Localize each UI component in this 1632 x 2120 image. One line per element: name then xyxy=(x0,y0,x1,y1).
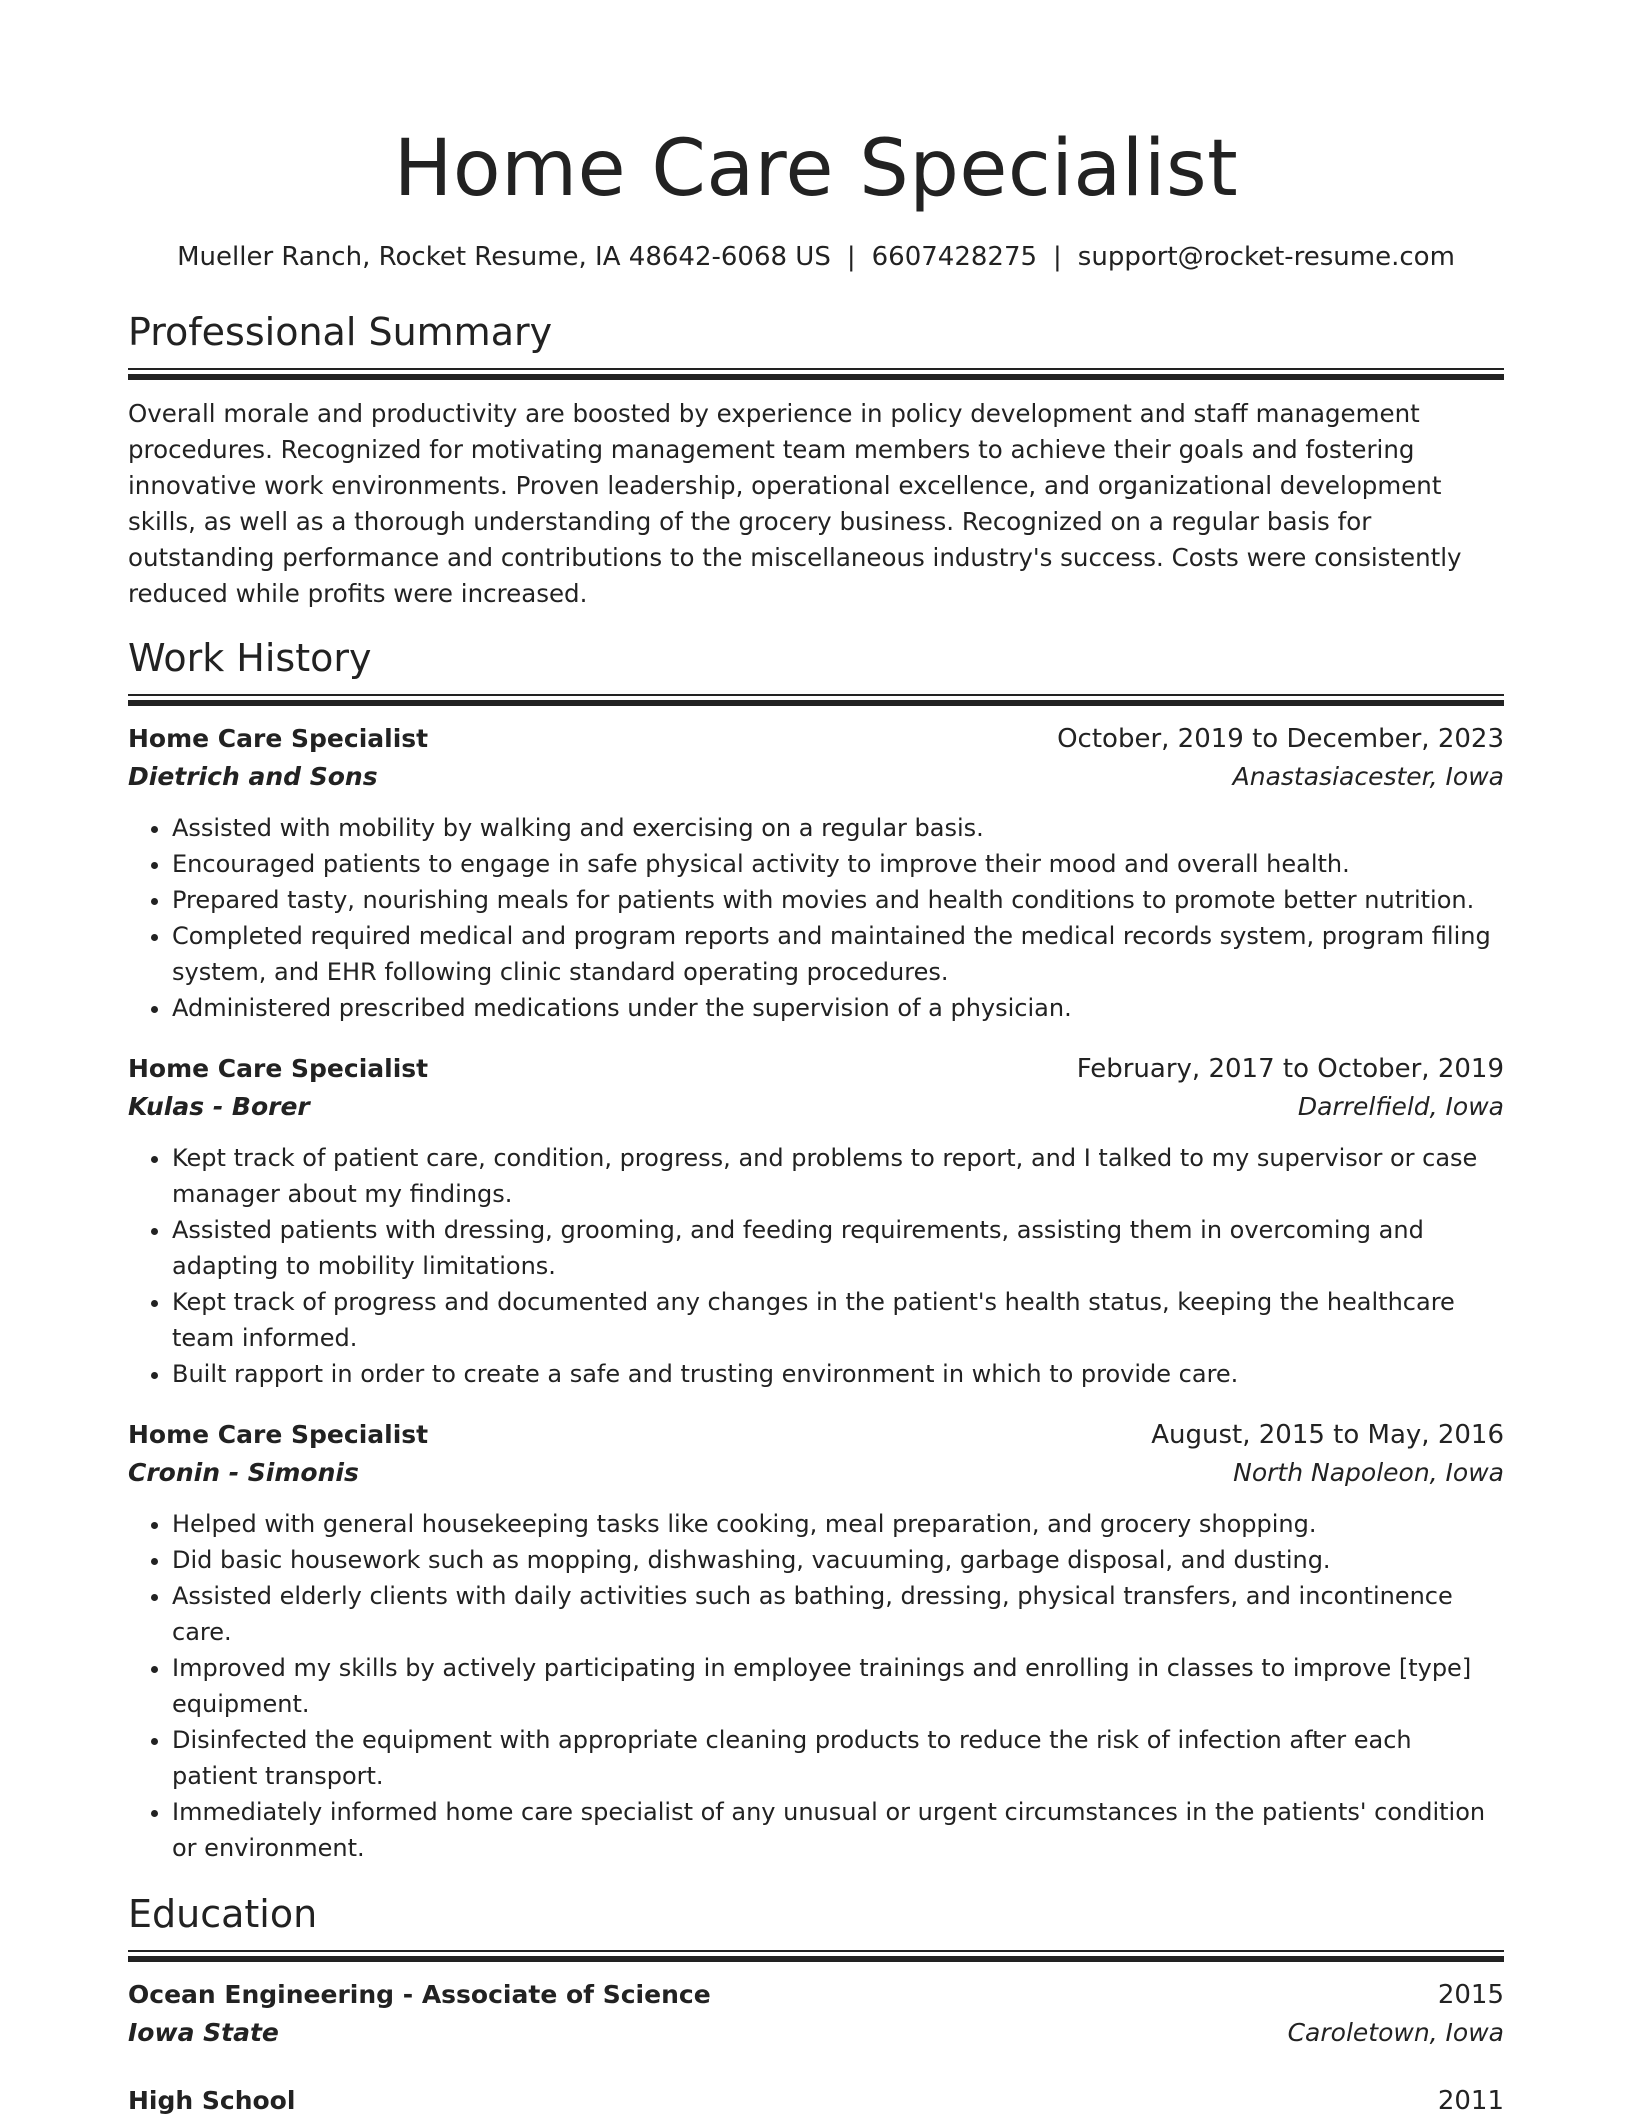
education-degree: Ocean Engineering - Associate of Science xyxy=(128,1980,711,2009)
education-year: 2015 xyxy=(1437,1980,1504,2010)
section-title-summary: Professional Summary xyxy=(128,310,553,354)
job-bullet: • Did basic housework such as mopping, dishwashing, vacuuming, garbage disposal, and dusting. xyxy=(172,1542,1504,1578)
section-divider xyxy=(128,368,1504,380)
education-location: Caroletown, Iowa xyxy=(1287,2018,1504,2047)
summary-text: Overall morale and productivity are boosted by experience in policy development and staff management procedures. Recognized for motivating management team members to achieve their goals and fostering innovative work environments. Proven leadership, operational excellence, and organizational development skills, as well as a thorough understanding of the grocery business. Recognized on a regular basis for outstanding performance and contributions to the miscellaneous industry's success. Costs were consistently reduced while profits were increased. xyxy=(128,399,1462,608)
job-entry xyxy=(128,720,1504,1026)
job-role: Home Care Specialist xyxy=(128,1420,429,1449)
job-location: North Napoleon, Iowa xyxy=(1233,1458,1504,1487)
job-bullet: • Encouraged patients to engage in safe physical activity to improve their mood and overall health. xyxy=(172,846,1504,882)
job-location: Darrelfield, Iowa xyxy=(1297,1092,1504,1121)
job-bullet: • Administered prescribed medications under the supervision of a physician. xyxy=(172,990,1504,1026)
contact-address: Mueller Ranch, Rocket Resume, IA 48642-6068 US xyxy=(177,242,831,272)
job-dates: October, 2019 to December, 2023 xyxy=(1057,724,1504,754)
resume-name: Home Care Specialist xyxy=(393,124,1239,214)
job-bullet: • Kept track of progress and documented any changes in the patient's health status, keeping the healthcare team informed. xyxy=(172,1284,1504,1356)
job-bullet: • Kept track of patient care, condition, progress, and problems to report, and I talked to my supervisor or case manager about my findings. xyxy=(172,1140,1504,1212)
education-year: 2011 xyxy=(1437,2086,1504,2116)
job-entry xyxy=(128,1416,1504,1866)
job-bullet: • Assisted elderly clients with daily activities such as bathing, dressing, physical transfers, and incontinence care. xyxy=(172,1578,1504,1650)
job-company: Cronin - Simonis xyxy=(128,1458,359,1487)
contact-phone: 6607428275 xyxy=(871,242,1038,272)
job-company-row xyxy=(128,1088,1504,1126)
education-degree: High School xyxy=(128,2086,296,2115)
job-header-row xyxy=(128,720,1504,758)
section-divider xyxy=(128,1950,1504,1962)
contact-line xyxy=(128,240,1504,274)
job-bullet: • Disinfected the equipment with appropriate cleaning products to reduce the risk of infection after each patient transport. xyxy=(172,1722,1504,1794)
job-bullet: • Helped with general housekeeping tasks like cooking, meal preparation, and grocery shopping. xyxy=(172,1506,1504,1542)
section-title-education: Education xyxy=(128,1892,318,1936)
education-header-row xyxy=(128,1976,1504,2014)
job-header-row xyxy=(128,1050,1504,1088)
job-bullet: • Completed required medical and program reports and maintained the medical records system, program filing system, and EHR following clinic standard operating procedures. xyxy=(172,918,1504,990)
job-bullet: • Built rapport in order to create a safe and trusting environment in which to provide care. xyxy=(172,1356,1504,1392)
job-dates: February, 2017 to October, 2019 xyxy=(1076,1054,1504,1084)
job-bullet: • Improved my skills by actively participating in employee trainings and enrolling in classes to improve [type] equipment. xyxy=(172,1650,1504,1722)
education-section xyxy=(128,1890,1504,2120)
job-entry xyxy=(128,1050,1504,1392)
education-header-row xyxy=(128,2082,1504,2120)
job-bullets xyxy=(128,1506,1504,1866)
job-bullets xyxy=(128,810,1504,1026)
job-role: Home Care Specialist xyxy=(128,724,429,753)
job-bullets xyxy=(128,1140,1504,1392)
job-location: Anastasiacester, Iowa xyxy=(1232,762,1504,791)
section-divider xyxy=(128,694,1504,706)
contact-email: support@rocket-resume.com xyxy=(1077,242,1455,272)
job-bullet: • Assisted with mobility by walking and exercising on a regular basis. xyxy=(172,810,1504,846)
job-bullet: • Prepared tasty, nourishing meals for patients with movies and health conditions to promote better nutrition. xyxy=(172,882,1504,918)
education-entry xyxy=(128,2082,1504,2120)
job-company-row xyxy=(128,1454,1504,1492)
job-company-row xyxy=(128,758,1504,796)
education-school: Iowa State xyxy=(128,2018,279,2047)
contact-separator: | xyxy=(1053,242,1062,272)
job-role: Home Care Specialist xyxy=(128,1054,429,1083)
job-header-row xyxy=(128,1416,1504,1454)
job-bullet: • Immediately informed home care specialist of any unusual or urgent circumstances in the patients' condition or environment. xyxy=(172,1794,1504,1866)
contact-separator: | xyxy=(846,242,856,272)
education-school-row xyxy=(128,2014,1504,2052)
job-dates: August, 2015 to May, 2016 xyxy=(1151,1420,1504,1450)
education-entry xyxy=(128,1976,1504,2052)
job-bullet: • Assisted patients with dressing, grooming, and feeding requirements, assisting them in overcoming and adapting to mobility limitations. xyxy=(172,1212,1504,1284)
job-company: Kulas - Borer xyxy=(128,1092,310,1121)
professional-summary-section xyxy=(128,308,1504,612)
section-title-work-history: Work History xyxy=(128,636,372,680)
job-company: Dietrich and Sons xyxy=(128,762,378,791)
work-history-section xyxy=(128,634,1504,1866)
